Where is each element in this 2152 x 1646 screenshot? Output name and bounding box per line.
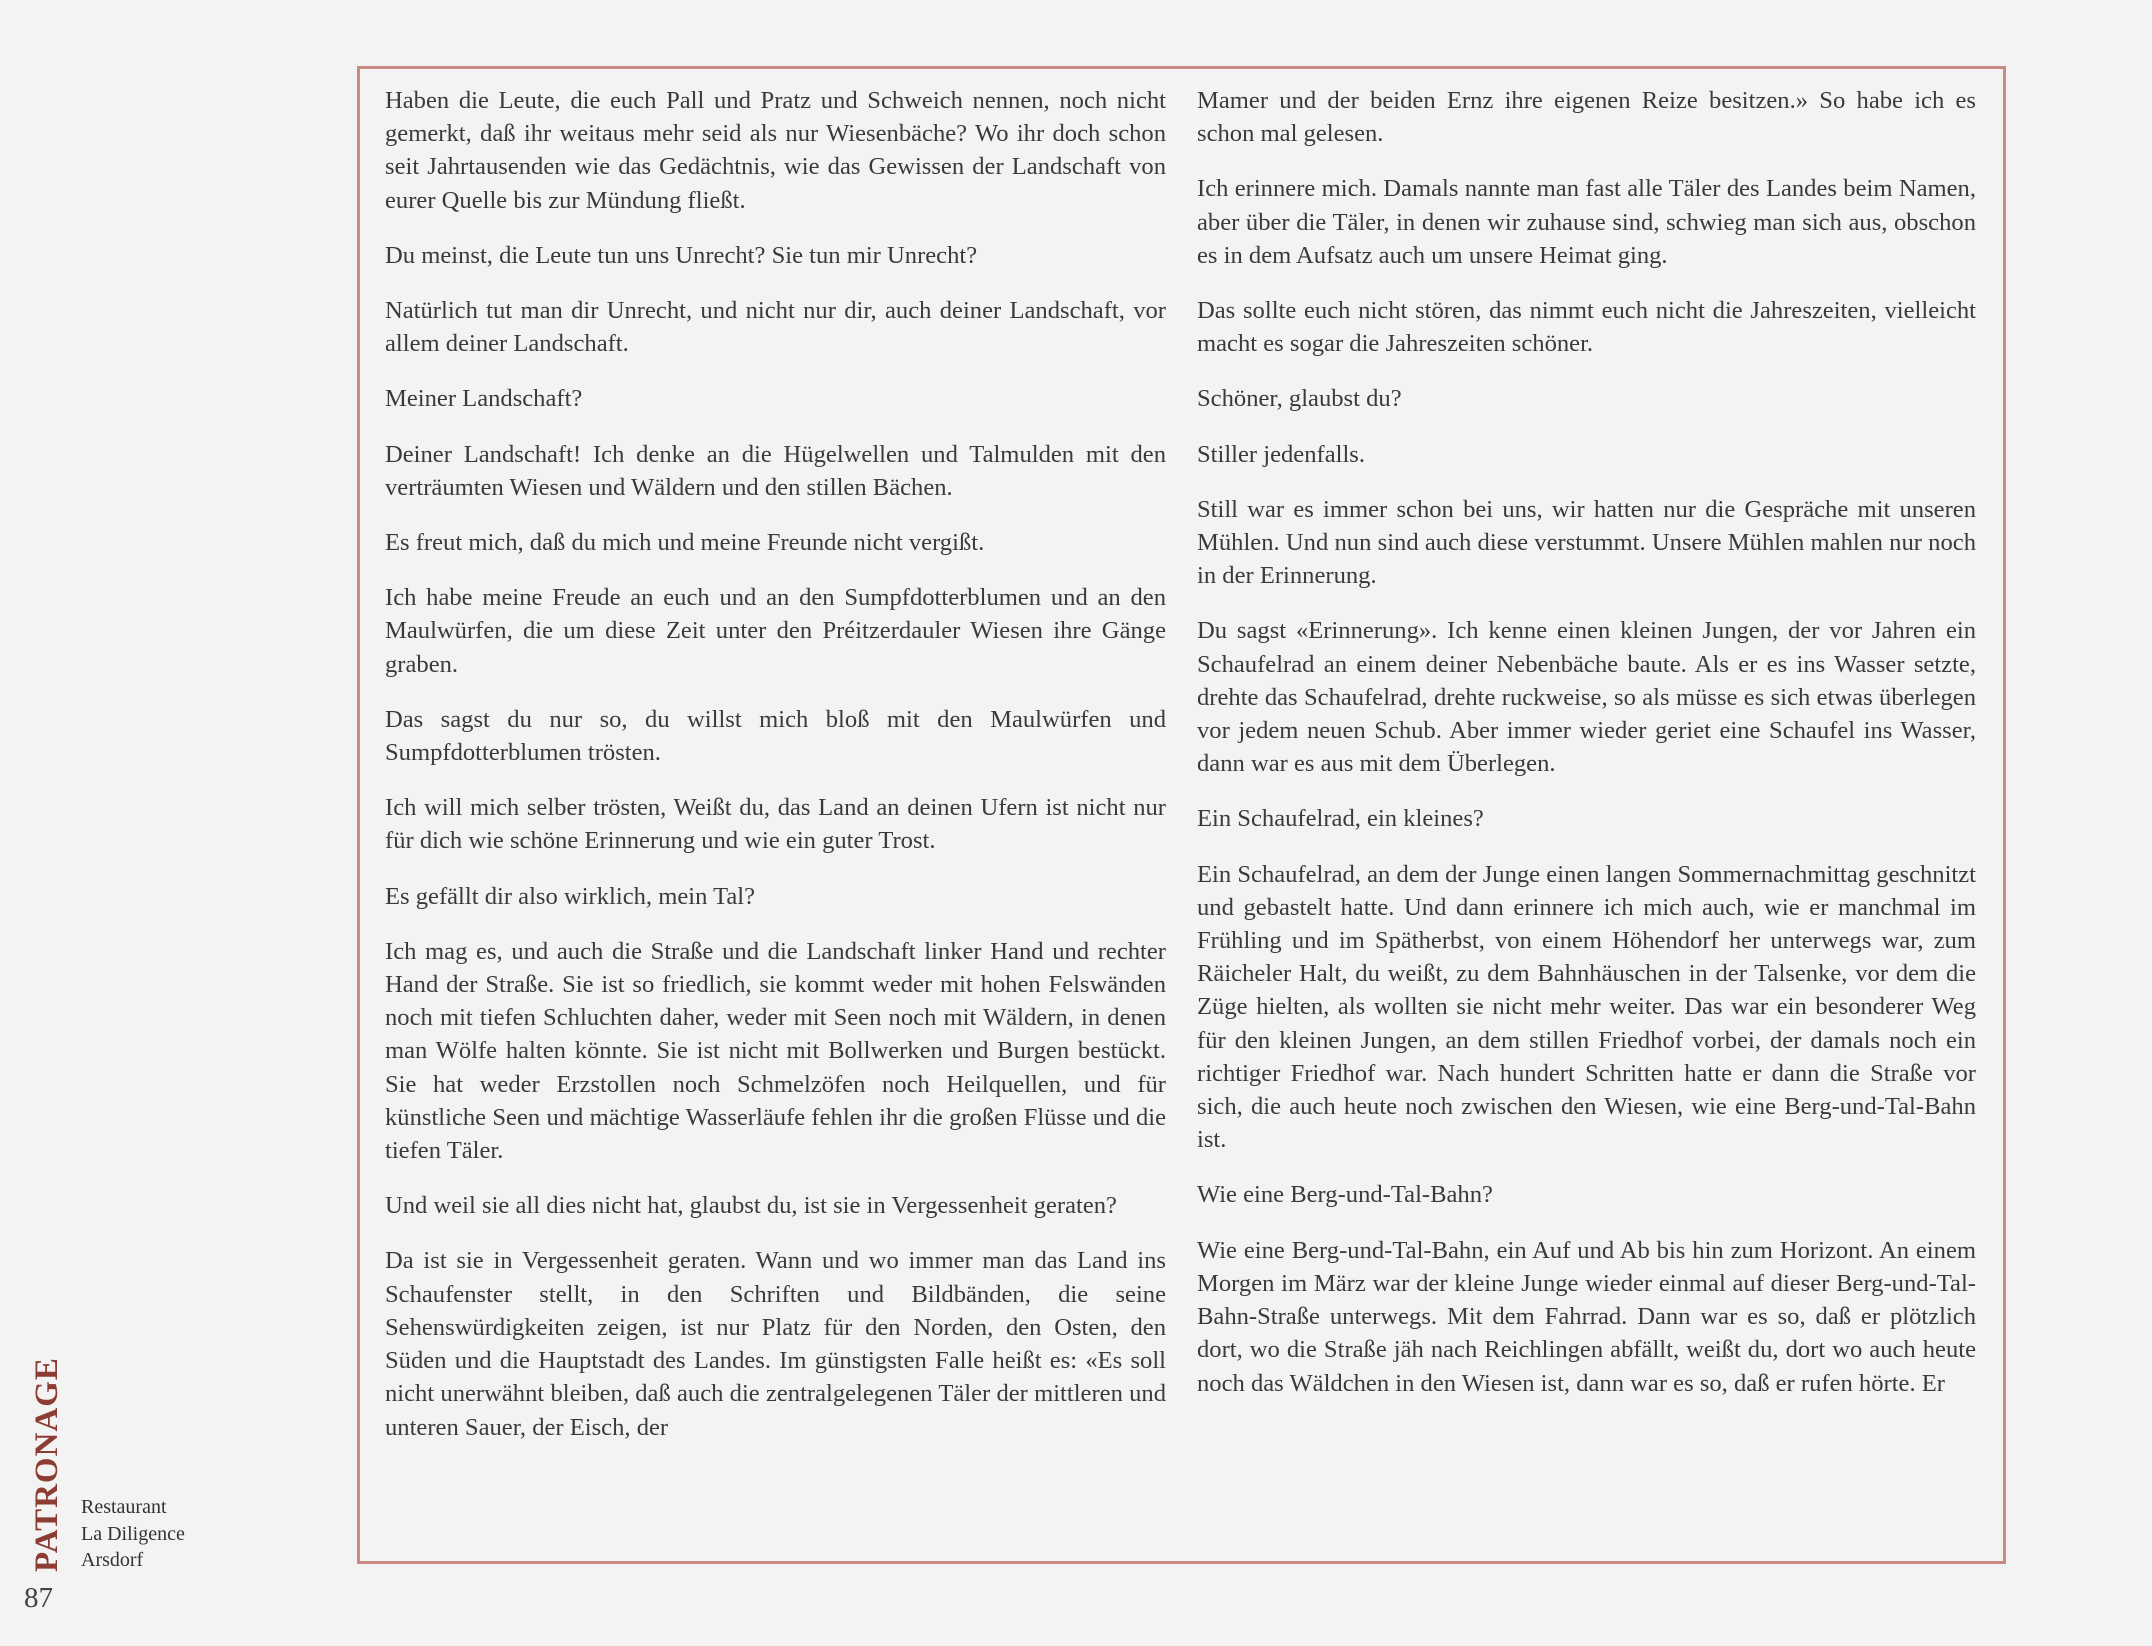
paragraph: Das sollte euch nicht stören, das nimmt euch nicht die Jahreszeiten, vielleicht macht es sogar die Jahreszeiten schöner.	[1197, 297, 1976, 358]
sponsor-block	[81, 1494, 185, 1574]
paragraph: Da ist sie in Vergessenheit geraten. Wann und wo immer man das Land ins Schaufenster stellt, in den Schriften und Bildbänden, die seine Sehenswürdigkeiten zeigen, ist nur Platz für den Norden, den Osten, den Süden und die Hauptstadt des Landes. Im günstigsten Falle heißt es: «Es soll nicht unerwähnt bleiben, daß auch die zentralgelegenen Täler der mittleren und unteren Sauer, der Eisch, der	[385, 1247, 1166, 1441]
sponsor-line: La Diligence	[81, 1522, 185, 1545]
paragraph: Du meinst, die Leute tun uns Unrecht? Sie tun mir Unrecht?	[385, 241, 978, 269]
paragraph: Ein Schaufelrad, an dem der Junge einen langen Sommernachmittag geschnitzt und gebastelt hatte. Und dann erinnere ich mich auch, wie er manchmal im Frühling und im Spätherbst, von einem Höhendorf her unterwegs war, zum Räicheler Halt, du weißt, zu dem Bahnhäuschen in der Talsenke, vor dem die Züge hielten, als wollten sie nicht mehr weiter. Das war ein besonderer Weg für den kleinen Jungen, an dem stillen Friedhof vorbei, der damals noch ein richtiger Friedhof war. Nach hundert Schritten hatte er dann die Straße vor sich, die auch heute noch zwischen den Wiesen, wie eine Berg-und-Tal-Bahn ist.	[1197, 860, 1976, 1154]
patronage-label: PATRONAGE	[29, 1357, 65, 1572]
paragraph: Meiner Landschaft?	[385, 385, 583, 413]
paragraph: Ich will mich selber trösten, Weißt du, das Land an deinen Ufern ist nicht nur für dich wie schöne Erinnerung und wie ein guter Trost.	[385, 794, 1166, 855]
paragraph: Ich erinnere mich. Damals nannte man fast alle Täler des Landes beim Namen, aber über die Täler, in denen wir zuhause sind, schwieg man sich aus, obschon es in dem Aufsatz auch um unsere Heimat ging.	[1197, 175, 1976, 269]
paragraph: Das sagst du nur so, du willst mich bloß mit den Maulwürfen und Sumpfdotterblumen trösten.	[385, 705, 1166, 767]
paragraph: Ein Schaufelrad, ein kleines?	[1197, 805, 1484, 833]
paragraph: Du sagst «Erinnerung». Ich kenne einen kleinen Jungen, der vor Jahren ein Schaufelrad an einem deiner Nebenbäche baute. Als er es ins Wasser setzte, drehte das Schaufelrad, drehte ruckweise, so als müsse es sich etwas überlegen vor jedem neuen Schub. Aber immer wieder geriet eine Schaufel ins Wasser, dann war es aus mit dem Überlegen.	[1197, 617, 1976, 778]
page-number: 87	[24, 1582, 53, 1614]
paragraph: Still war es immer schon bei uns, wir hatten nur die Gespräche mit unseren Mühlen. Und nun sind auch diese verstummt. Unsere Mühlen mahlen nur noch in der Erinnerung.	[1197, 495, 1976, 590]
paragraph: Haben die Leute, die euch Pall und Pratz und Schweich nennen, noch nicht gemerkt, daß ihr weitaus mehr seid als nur Wiesenbäche? Wo ihr doch schon seit Jahrtausenden wie das Gedächtnis, wie das Gewissen der Landschaft von eurer Quelle bis zur Mündung fließt.	[385, 87, 1166, 214]
paragraph: Schöner, glaubst du?	[1197, 385, 1402, 413]
paragraph: Und weil sie all dies nicht hat, glaubst du, ist sie in Vergessenheit geraten?	[385, 1192, 1117, 1220]
sponsor-line: Arsdorf	[81, 1549, 144, 1571]
paragraph: Natürlich tut man dir Unrecht, und nicht nur dir, auch deiner Landschaft, vor allem deiner Landschaft.	[385, 297, 1166, 358]
right-column	[1197, 84, 1976, 1422]
left-column	[385, 84, 1166, 1466]
paragraph: Ich habe meine Freude an euch und an den Sumpfdotterblumen und an den Maulwürfen, die um diese Zeit unter den Préitzerdauler Wiesen ihre Gänge graben.	[385, 584, 1166, 678]
paragraph: Es gefällt dir also wirklich, mein Tal?	[385, 882, 756, 910]
paragraph: Wie eine Berg-und-Tal-Bahn, ein Auf und Ab bis hin zum Horizont. An einem Morgen im März war der kleine Junge wieder einmal auf dieser Berg-und-Tal-Bahn-Straße unterwegs. Mit dem Fahrrad. Dann war es so, daß er plötzlich dort, wo die Straße jäh nach Reichlingen abfällt, weißt du, dort wo auch heute noch das Wäldchen in den Wiesen ist, dann war es so, daß er rufen hörte. Er	[1197, 1236, 1976, 1397]
paragraph: Stiller jedenfalls.	[1197, 440, 1366, 468]
paragraph: Es freut mich, daß du mich und meine Freunde nicht vergißt.	[385, 529, 985, 557]
paragraph: Deiner Landschaft! Ich denke an die Hügelwellen und Talmulden mit den verträumten Wiesen und Wäldern und den stillen Bächen.	[385, 440, 1166, 501]
paragraph: Ich mag es, und auch die Straße und die Landschaft linker Hand und rechter Hand der Straße. Sie ist so friedlich, sie kommt weder mit hohen Felswänden noch mit tiefen Schluchten daher, weder mit Seen noch mit Wäldern, in denen man Wölfe halten könnte. Sie ist nicht mit Bollwerken und Burgen bestückt. Sie hat weder Erzstollen noch Schmelzöfen noch Heilquellen, und für künstliche Seen und mächtige Wasserläufe fehlen ihr die großen Flüsse und die tiefen Täler.	[385, 937, 1166, 1165]
sponsor-line: Restaurant	[81, 1496, 167, 1518]
paragraph: Mamer und der beiden Ernz ihre eigenen Reize besitzen.» So habe ich es schon mal gelesen.	[1197, 87, 1976, 148]
paragraph: Wie eine Berg-und-Tal-Bahn?	[1197, 1181, 1493, 1209]
